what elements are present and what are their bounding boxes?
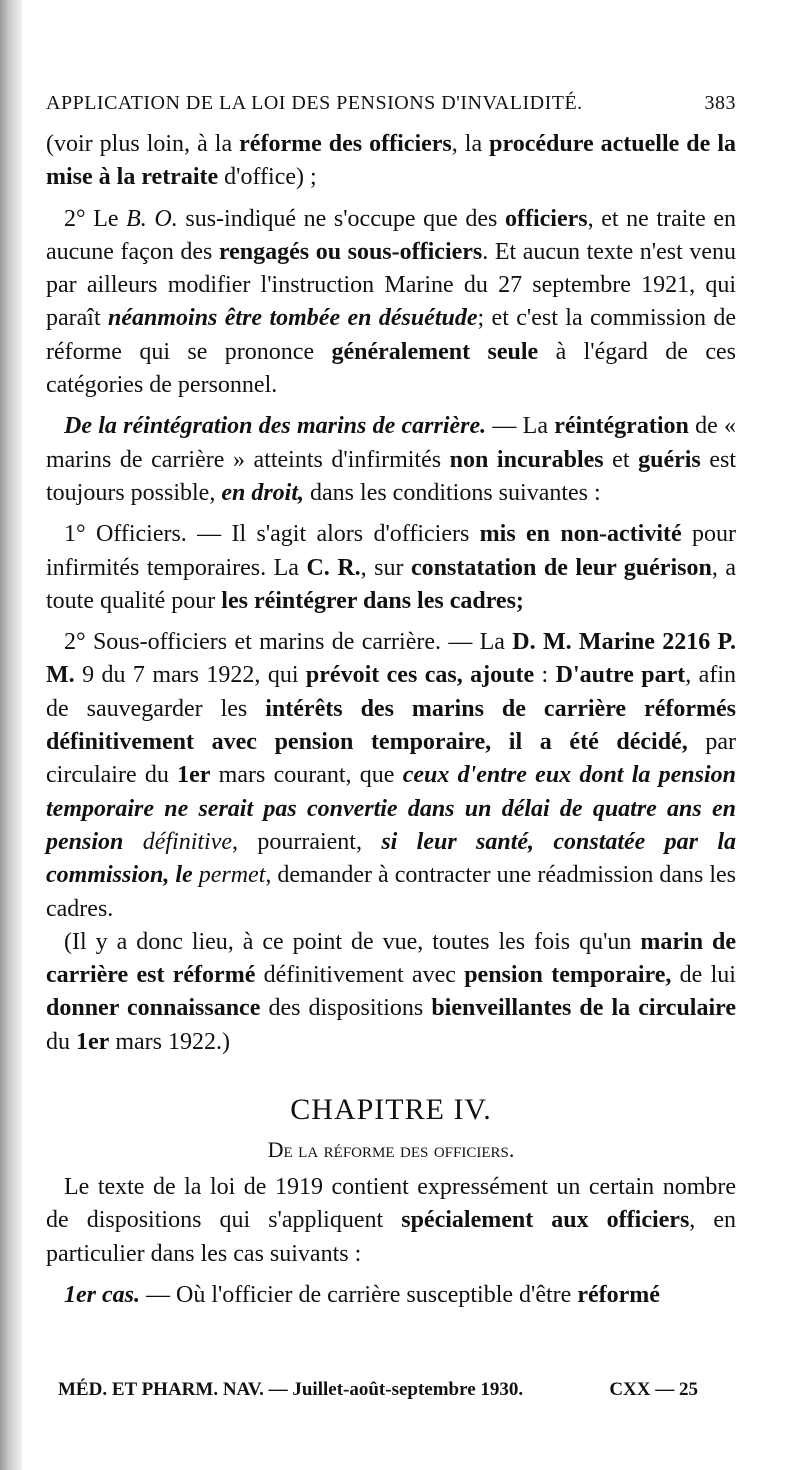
bold-italic-text: ceux d'entre eux dont la pension temporaire ne serait pas convertie dans un délai de quatre ans en pension <box>46 762 736 855</box>
paragraph-2 <box>46 203 736 403</box>
italic-text: définitive <box>142 828 232 855</box>
bold-italic-text: néanmoins être tombée en désuétude <box>108 305 478 332</box>
paragraph-7 <box>46 1171 736 1271</box>
text: une réadmission <box>496 862 654 889</box>
text: du <box>46 1028 76 1055</box>
text: pour infirmités temporaires. La <box>46 521 737 581</box>
text: , demander à contracter <box>265 862 497 889</box>
paragraph-5 <box>46 626 736 926</box>
chapter-subtitle: De la réforme des officiers. <box>267 1137 515 1163</box>
bold-text: D. M. Marine 2216 P. M. <box>46 629 737 689</box>
text: — La <box>486 413 555 440</box>
text: (Il y a donc lieu, à ce point de vue, toutes les fois qu'un <box>64 928 641 955</box>
text: 1° <box>64 521 96 548</box>
scan-edge-shadow <box>0 0 22 1470</box>
bold-text: donner connaissance <box>46 995 261 1022</box>
bold-text: bienveillantes de la circulaire <box>431 995 736 1022</box>
bold-text: guéris <box>638 446 701 473</box>
page-footer <box>58 1379 698 1401</box>
text <box>123 829 142 855</box>
text: 9 du 7 mars 1922, qui <box>74 662 306 689</box>
text: ; et c'est la <box>477 305 590 332</box>
bold-text: 1er <box>76 1028 110 1055</box>
text: dans les cadres. <box>46 862 737 922</box>
bold-text: réintégration <box>554 413 689 440</box>
text: , et ne traite en aucune façon des <box>46 205 736 265</box>
text: Officiers. <box>95 521 187 548</box>
text: mars courant, que <box>210 762 403 789</box>
bold-italic-text: en droit, <box>221 479 305 506</box>
bold-text: spécialement aux officiers <box>401 1207 690 1234</box>
text: , en particulier dans les cas suivants : <box>46 1207 737 1267</box>
bold-text: prévoit ces cas, ajoute <box>305 662 535 689</box>
bold-text: constatation de leur guérison <box>411 554 712 581</box>
bold-text: pension temporaire, <box>464 962 672 989</box>
running-title: APPLICATION DE LA LOI DES PENSIONS D'INVALIDITÉ. <box>46 92 583 114</box>
running-header <box>46 92 736 128</box>
bold-text: C. R. <box>306 554 361 581</box>
italic-text: B. O. <box>126 205 178 232</box>
text: commission de réforme <box>46 305 737 365</box>
bold-text: procédure actuelle de la mise à la retraite <box>46 131 736 191</box>
chapter-title: CHAPITRE IV. <box>290 1093 492 1127</box>
italic-text: permet <box>198 862 266 889</box>
text: de lui <box>671 962 736 989</box>
paragraph-4 <box>46 518 736 618</box>
bold-text: officiers <box>505 205 588 232</box>
paragraph-1 <box>46 128 736 195</box>
text: , sur <box>360 554 412 581</box>
bold-text: intérêts des marins de carrière réformés définitivement avec pension temporaire, il a été décidé, <box>46 695 737 756</box>
text: d'office) ; <box>218 164 317 191</box>
bold-text: 1er <box>177 762 211 789</box>
text: , afin de sauvegarder les <box>46 662 736 722</box>
text: , la <box>451 131 490 157</box>
bold-italic-text: 1er cas. <box>64 1281 140 1308</box>
bold-text: marin de carrière est réformé <box>46 928 736 989</box>
text: — Où l'officier de carrière susceptible d'être <box>139 1281 578 1308</box>
text: — La <box>441 629 513 656</box>
section-heading: De la réintégration des marins de carrière. <box>64 413 487 440</box>
bold-text: non incurables <box>449 446 604 473</box>
bold-text: généralement seule <box>331 338 539 365</box>
signature-mark: CXX — 25 <box>609 1379 698 1400</box>
text: par circulaire du <box>46 729 737 789</box>
bold-text: mis en non-activité <box>479 521 682 548</box>
text: , a toute qualité pour <box>46 554 736 614</box>
bold-text: réformé <box>577 1281 660 1308</box>
bold-text: réforme des officiers <box>239 131 452 157</box>
bold-italic-text: si leur santé, constatée par la commission, le <box>46 828 737 889</box>
text: des dispositions <box>260 995 432 1022</box>
text: 2° Le <box>64 205 127 232</box>
text: Le texte de la loi de 1919 contient expressément un certain nombre de dispositions qui s'appliquent <box>46 1174 736 1234</box>
paragraph-3 <box>46 410 736 510</box>
text: : <box>534 662 556 689</box>
text: de « marins de carrière » atteints d'infirmités <box>46 413 736 473</box>
page-number: 383 <box>704 92 736 114</box>
text: qui se prononce <box>121 338 332 365</box>
text: — Il s'agit alors d'officiers <box>186 521 480 548</box>
page-body <box>46 92 736 1312</box>
text: , pourraient, <box>232 828 382 855</box>
bold-text: les réintégrer dans les cadres; <box>221 587 524 614</box>
bold-text: D'autre part <box>555 662 686 689</box>
text: est toujours possible, <box>46 446 737 506</box>
bold-text: rengagés ou sous-officiers <box>218 238 483 265</box>
text: Sous-officiers et marins de carrière. <box>92 629 441 656</box>
text: . Et aucun texte n'est venu par ailleurs modifier l'instruction Marine du 27 septembre 1921, qui paraît <box>46 238 736 332</box>
paragraph-6 <box>46 926 736 1059</box>
paragraph-8 <box>46 1279 736 1312</box>
text: (voir plus loin, à la <box>46 131 240 157</box>
journal-reference: MÉD. ET PHARM. NAV. — Juillet-août-septembre 1930. <box>58 1379 524 1400</box>
text: définitivement avec <box>255 962 465 989</box>
text: 2° <box>64 629 93 656</box>
text: dans les conditions suivantes : <box>304 479 601 506</box>
text: sus-indiqué ne s'occupe que des <box>177 205 505 232</box>
text: à l'égard de ces catégories de personnel. <box>46 338 736 399</box>
text: et <box>603 446 639 473</box>
text: mars 1922.) <box>109 1028 230 1055</box>
